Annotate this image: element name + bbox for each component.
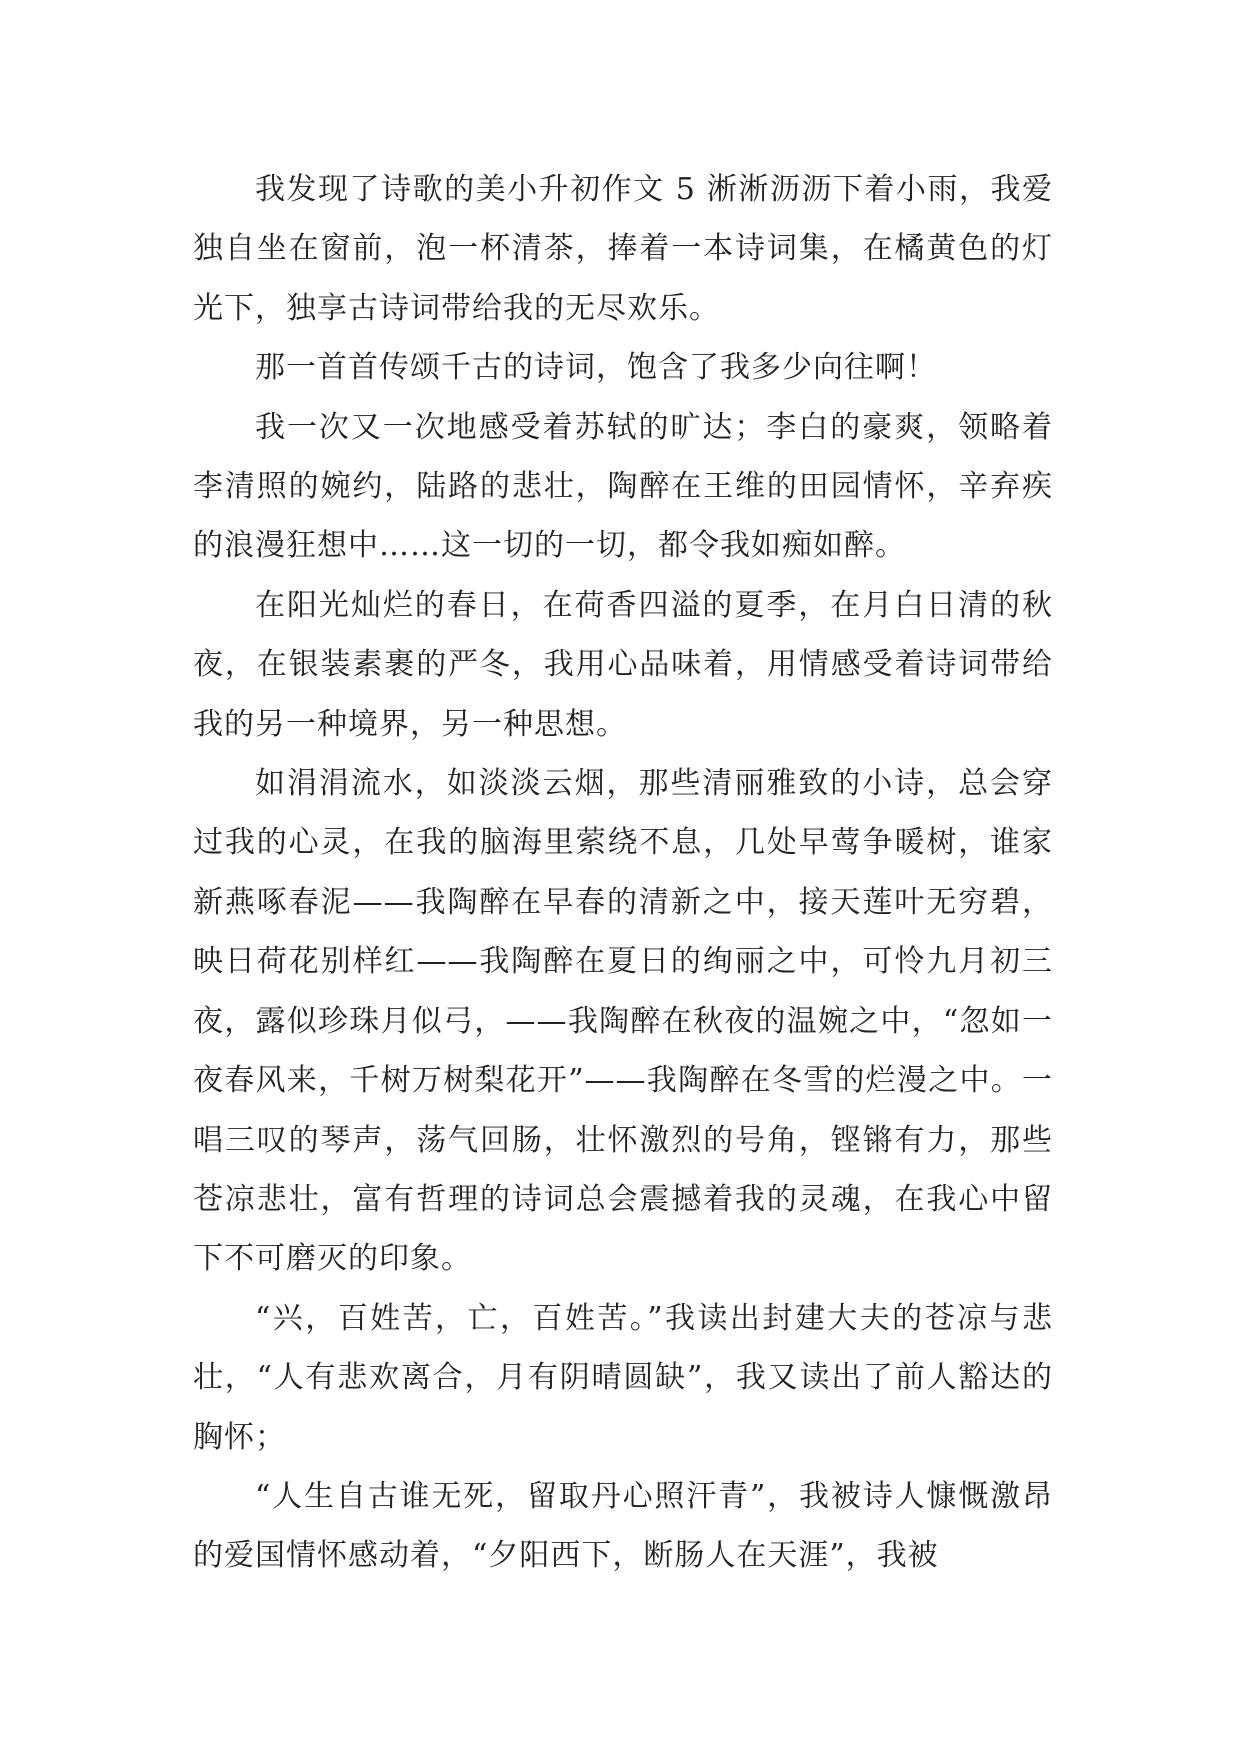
paragraph-3: 我一次又一次地感受着苏轼的旷达；李白的豪爽，领略着李清照的婉约，陆路的悲壮，陶醉在王维的田园情怀，辛弃疾的浪漫狂想中……这一切的一切，都令我如痴如醉。 bbox=[193, 409, 1053, 564]
document-body bbox=[193, 160, 1053, 1586]
paragraph-2: 那一首首传颂千古的诗词，饱含了我多少向往啊！ bbox=[255, 350, 937, 386]
paragraph-1: 我发现了诗歌的美小升初作文 5 淅淅沥沥下着小雨，我爱独自坐在窗前，泡一杯清茶，捧着一本诗词集，在橘黄色的灯光下，独享古诗词带给我的无尽欢乐。 bbox=[193, 172, 1053, 326]
paragraph-6: “兴，百姓苦，亡，百姓苦。”我读出封建大夫的苍凉与悲壮，“人有悲欢离合，月有阴晴圆缺”，我又读出了前人豁达的胸怀； bbox=[193, 1300, 1053, 1455]
paragraph-7: “人生自古谁无死，留取丹心照汗青”，我被诗人慷慨激昂的爱国情怀感动着，“夕阳西下，断肠人在天涯”，我被 bbox=[193, 1478, 1053, 1574]
paragraph-4: 在阳光灿烂的春日，在荷香四溢的夏季，在月白日清的秋夜，在银装素裹的严冬，我用心品味着，用情感受着诗词带给我的另一种境界，另一种思想。 bbox=[193, 587, 1053, 742]
paragraph-5: 如涓涓流水，如淡淡云烟，那些清丽雅致的小诗，总会穿过我的心灵，在我的脑海里萦绕不息，几处早莺争暖树，谁家新燕啄春泥——我陶醉在早春的清新之中，接天莲叶无穷碧，映日荷花别样红——我陶醉在夏日的绚丽之中，可怜九月初三夜，露似珍珠月似弓，——我陶醉在秋夜的温婉之中，“忽如一夜春风来，千树万树梨花开”——我陶醉在冬雪的烂漫之中。一唱三叹的琴声，荡气回肠，壮怀激烈的号角，铿锵有力，那些苍凉悲壮，富有哲理的诗词总会震撼着我的灵魂，在我心中留下不可磨灭的印象。 bbox=[193, 766, 1053, 1277]
